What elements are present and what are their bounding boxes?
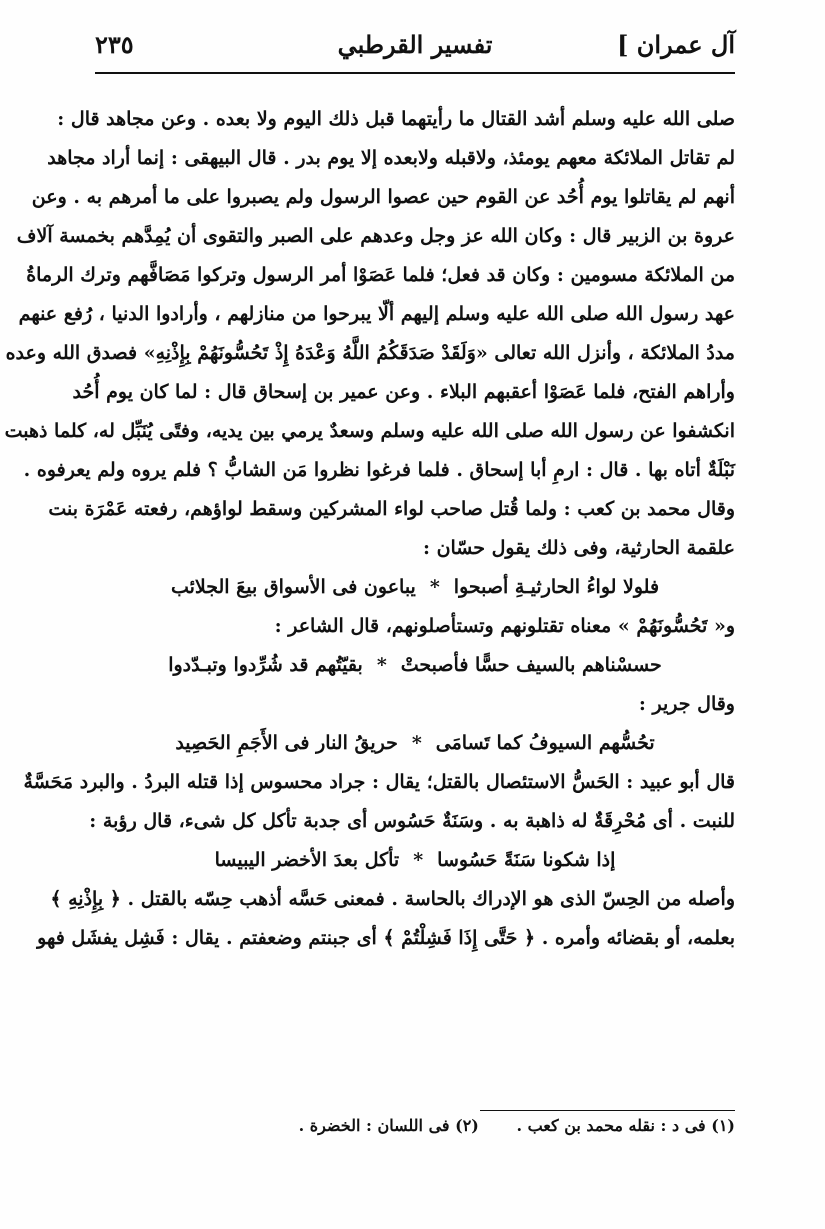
footnote-item: (١) فى د : نقله محمد بن كعب . [516, 1116, 735, 1135]
verse-separator: * [376, 654, 387, 676]
poetry-verse [95, 568, 735, 607]
book-title: تفسير القرطبي [337, 30, 493, 59]
text-line: وأراهم الفتح، فلما عَصَوْا أعقبهم البلاء . وعن عمير بن إسحاق قال : لما كان يوم أُحُد [72, 381, 735, 403]
header-divider [95, 72, 735, 74]
text-line: صلى الله عليه وسلم أشد القتال ما رأيتهما قبل ذلك اليوم ولا بعده . وعن مجاهد قال : [57, 108, 735, 130]
page-number: ٢٣٥ [95, 30, 134, 59]
text-line: من الملائكة مسومين : وكان قد فعل؛ فلما عَصَوْا أمر الرسول وتركوا مَصَافَّهم وترك الرماةُ [26, 264, 735, 286]
text-line: قال أبو عبيد : الحَسُّ الاستئصال بالقتل؛ يقال : جراد محسوس إذا قتله البردُ . والبرد مَحَسَّةٌ [23, 771, 735, 793]
footnote-item: (٢) فى اللسان : الخضرة . [298, 1116, 479, 1135]
verse-first-hemistich: فلولا لواءُ الحارثيـةِ أصبحوا [453, 576, 660, 598]
footnotes [95, 1116, 735, 1135]
verse-second-hemistich: بقيّتُهم قد شُرِّدوا وتبـدّدوا [168, 654, 363, 676]
text-line: وقال جرير : [638, 693, 735, 715]
text-line: علقمة الحارثية، وفى ذلك يقول حسّان : [422, 537, 735, 559]
text-line: أنهم لم يقاتلوا يوم أُحُد عن القوم حين عصوا الرسول ولم يصبروا على ما أمرهم به . وعن [31, 186, 735, 208]
verse-separator: * [429, 576, 440, 598]
verse-first-hemistich: تحُسُّهم السيوفُ كما تَسامَى [435, 732, 655, 754]
text-line: انكشفوا عن رسول الله صلى الله عليه وسلم وسعدٌ يرمي بين يديه، وفتًى يُنَبِّل له، كلما ذهبت [4, 420, 735, 442]
verse-second-hemistich: يباعون فى الأسواق بيعَ الجلائب [170, 576, 416, 598]
text-line: عروة بن الزبير قال : وكان الله عز وجل وعدهم على الصبر والتقوى أن يُمِدَّهم بخمسة آلاف [16, 225, 735, 247]
text-line: و« تَحُسُّونَهُمْ » معناه تقتلونهم وتستأصلونهم، قال الشاعر : [274, 615, 735, 637]
footnote-divider [480, 1110, 735, 1111]
poetry-verse [95, 646, 735, 685]
verse-separator: * [411, 732, 422, 754]
poetry-verse [95, 724, 735, 763]
text-line: وأصله من الحِسّ الذى هو الإدراك بالحاسة . فمعنى حَسَّه أذهب حِسّه بالقتل . ﴿ بِإِذْنِهِ ﴾ [50, 888, 735, 910]
verse-first-hemistich: حسسْناهم بالسيف حسًّا فأصبحتْ [400, 654, 662, 676]
text-line: بعلمه، أو بقضائه وأمره . ﴿ حَتَّى إِذَا فَشِلْتُمْ ﴾ أى جبنتم وضعفتم . يقال : فَشِل يفشَل فهو [37, 927, 735, 949]
verse-separator: * [413, 849, 424, 871]
page-header [95, 30, 735, 70]
page-body [4, 100, 735, 958]
text-line: لم تقاتل الملائكة معهم يومئذ، ولاقبله ولابعده إلا يوم بدر . قال البيهقى : إنما أراد مجاهد [47, 147, 735, 169]
text-line: وقال محمد بن كعب : ولما قُتل صاحب لواء المشركين وسقط لواؤهم، رفعته عَمْرَة بنت [48, 498, 735, 520]
text-line: مددُ الملائكة ، وأنزل الله تعالى «وَلَقَدْ صَدَقَكُمُ اللَّهُ وَعْدَهُ إِذْ تَحُسُّونَهُمْ بِإِذْنِهِ» فصدق الله وعده [5, 342, 735, 364]
text-line: عهد رسول الله صلى الله عليه وسلم إليهم ألّا يبرحوا من منازلهم ، وأرادوا الدنيا ، رُفع عنهم [18, 303, 735, 325]
text-line: للنبت . أى مُحْرِقَةٌ له ذاهبة به . وسَنَةٌ حَسُوس أى جدبة تأكل كل شىء، قال رؤبة : [89, 810, 735, 832]
verse-first-hemistich: إذا شكونا سَنَةً حَسُوسا [437, 849, 616, 871]
verse-second-hemistich: حريقُ النار فى الأَجَمِ الحَصِيد [175, 732, 398, 754]
verse-second-hemistich: تأكل بعدَ الأخضر اليبيسا [214, 849, 400, 871]
poetry-verse [95, 841, 735, 880]
text-line: نَبْلَةٌ أتاه بها . قال : ارمِ أبا إسحاق . فلما فرغوا نظروا مَن الشابُّ ؟ فلم يروه ولم يعرفوه . [23, 459, 735, 481]
surah-title: آل عمران ] [617, 30, 735, 59]
